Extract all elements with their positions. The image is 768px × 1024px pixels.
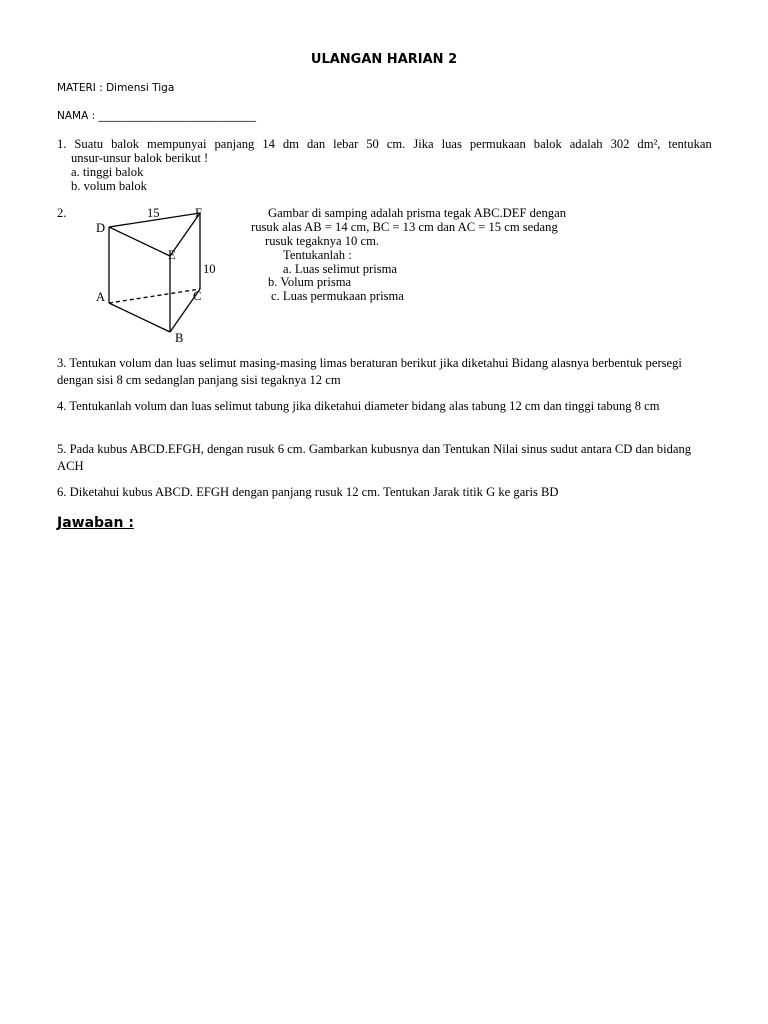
- question-2-task-label: Tentukanlah :: [283, 248, 352, 262]
- question-6: 6. Diketahui kubus ABCD. EFGH dengan panjang rusuk 12 cm. Tentukan Jarak titik G ke garis BD: [57, 485, 559, 499]
- question-1-word: cm.: [386, 137, 406, 151]
- question-2-number: 2.: [57, 206, 67, 220]
- question-1-word: luas: [441, 137, 462, 151]
- page-title: ULANGAN HARIAN 2: [310, 52, 458, 67]
- nama-field-label: NAMA : ______________________________: [57, 110, 256, 122]
- question-1-word: lebar: [333, 137, 359, 151]
- label-15: 15: [147, 206, 160, 220]
- label-D: D: [96, 221, 106, 235]
- question-2-description-line-3: rusuk tegaknya 10 cm.: [265, 234, 380, 248]
- question-1-option-b: b. volum balok: [71, 179, 147, 193]
- question-1-word: 14: [262, 137, 275, 151]
- label-B: B: [175, 331, 184, 345]
- answer-heading: Jawaban :: [57, 515, 134, 531]
- question-2-description-line-2: rusuk alas AB = 14 cm, BC = 13 cm dan AC = 15 cm sedang: [251, 220, 558, 234]
- question-1-word: permukaan: [469, 137, 526, 151]
- question-1-option-a: a. tinggi balok: [71, 165, 144, 179]
- question-1-word: panjang: [214, 137, 255, 151]
- label-E: E: [168, 248, 176, 262]
- question-2-option-a: a. Luas selimut prisma: [283, 262, 398, 276]
- label-F: F: [195, 206, 203, 220]
- question-2-option-b: b. Volum prisma: [268, 275, 352, 289]
- question-1-word: Jika: [413, 137, 434, 151]
- question-1-word: balok: [111, 137, 140, 151]
- label-10: 10: [203, 262, 216, 276]
- edge-AB: [109, 303, 170, 332]
- question-1-word: adalah: [569, 137, 603, 151]
- label-A: A: [96, 290, 106, 304]
- question-1-word: dm: [282, 137, 299, 151]
- question-1-word: 1.: [57, 137, 67, 151]
- question-1-line-2: unsur-unsur balok berikut !: [71, 151, 209, 165]
- label-C: C: [193, 289, 202, 303]
- edge-DE: [109, 227, 170, 256]
- question-4: 4. Tentukanlah volum dan luas selimut tabung jika diketahui diameter bidang alas tabung 12 cm dan tinggi tabung 8 cm: [57, 399, 660, 413]
- question-1-word: Suatu: [74, 137, 104, 151]
- question-1-word: tentukan: [668, 137, 712, 151]
- question-1-word: balok: [533, 137, 562, 151]
- question-5: 5. Pada kubus ABCD.EFGH, dengan rusuk 6 cm. Gambarkan kubusnya dan Tentukan Nilai sinus sudut antara CD dan bidang ACH: [57, 442, 692, 473]
- materi-label: MATERI : Dimensi Tiga: [57, 82, 175, 94]
- question-2-option-c: c. Luas permukaan prisma: [271, 289, 404, 303]
- question-1-word: dm²,: [637, 137, 661, 151]
- question-2-description-line-1: Gambar di samping adalah prisma tegak ABC.DEF dengan: [268, 206, 566, 220]
- question-1-word: mempunyai: [147, 137, 207, 151]
- prism-figure: [90, 200, 220, 350]
- question-1-line-1: [57, 137, 712, 151]
- question-1-word: 302: [610, 137, 630, 151]
- question-1-word: dan: [306, 137, 326, 151]
- edge-AC-hidden: [109, 289, 200, 303]
- question-3: 3. Tentukan volum dan luas selimut masing-masing limas beraturan berikut jika diketahui Bidang alasnya berbentuk persegi dengan sisi 8 cm sedanglan panjang sisi tegaknya 12 cm: [57, 356, 682, 387]
- question-1-word: 50: [366, 137, 379, 151]
